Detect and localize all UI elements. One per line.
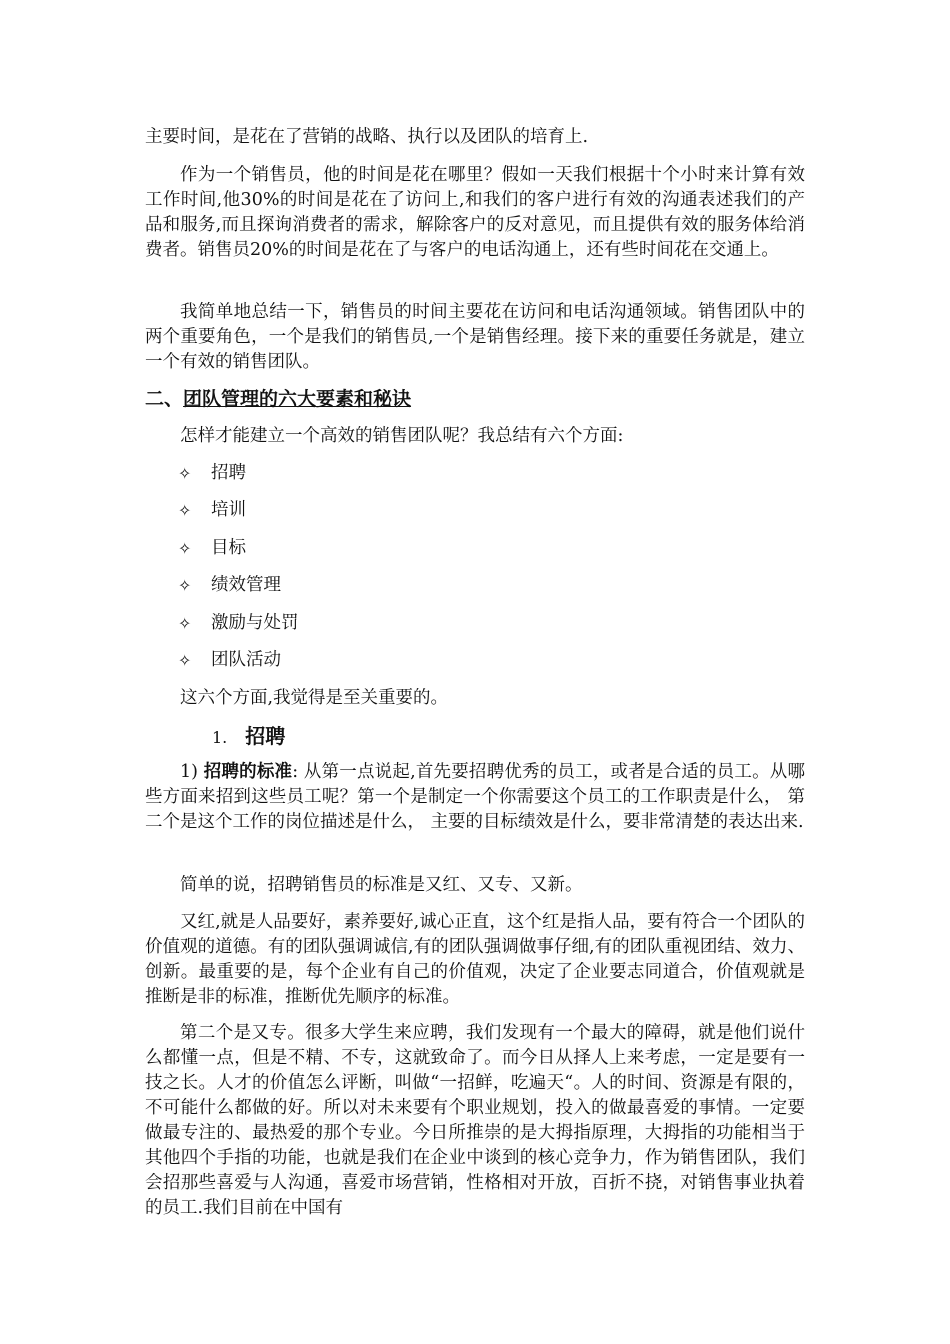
paragraph-5: 简单的说，招聘销售员的标准是又红、又专、又新。 — [180, 875, 583, 895]
section-heading-prefix: 二、 — [145, 388, 184, 410]
list-item — [178, 611, 299, 648]
section-heading-title: 团队管理的六大要素和秘诀 — [183, 388, 412, 410]
subsection-title: 招聘 — [245, 724, 286, 748]
paragraph-4-body: : 从第一点说起,首先要招聘优秀的员工，或者是合适的员工。从哪些方面来招到这些员工呢？第一个是制定一个你需要这个员工的工作职责是什么， 第二个是这个工作的岗位描述是什么， 主要的目标绩效是什么，要非常清楚的表达出来. — [145, 762, 805, 832]
diamond-star-icon: ✧ — [178, 464, 192, 483]
section-heading-2 — [145, 385, 411, 413]
list-item-label: 培训 — [211, 500, 246, 521]
list-item — [178, 573, 299, 610]
closing-line: 这六个方面,我觉得是至关重要的。 — [180, 688, 449, 708]
list-item — [178, 648, 299, 685]
list-item-label: 绩效管理 — [211, 575, 281, 596]
diamond-star-icon: ✧ — [178, 576, 192, 596]
subsection-heading — [212, 722, 285, 752]
bold-term: 招聘的标准 — [203, 762, 293, 782]
diamond-star-icon: ✧ — [178, 501, 192, 521]
paragraph-2: 作为一个销售员，他的时间是花在哪里？假如一天我们根据十个小时来计算有效工作时间,他30%的时间是花在了访问上,和我们的客户进行有效的沟通表述我们的产品和服务,而且探询消费者的需求，解除客户的反对意见，而且提供有效的服务体给消费者。销售员20%的时间是花在了与客户的电话沟通上，还有些时间花在交通上。 — [145, 165, 805, 260]
paragraph-3: 我简单地总结一下，销售员的时间主要花在访问和电话沟通领域。销售团队中的两个重要角色，一个是我们的销售员,一个是销售经理。接下来的重要任务就是，建立一个有效的销售团队。 — [145, 302, 805, 372]
diamond-star-icon: ✧ — [178, 650, 192, 670]
list-item-label: 团队活动 — [211, 649, 281, 670]
subsection-number: 1. — [212, 728, 228, 747]
diamond-star-icon: ✧ — [178, 613, 192, 633]
list-item-label: 激励与处罚 — [211, 612, 299, 633]
list-item — [178, 498, 299, 535]
paragraph-4 — [145, 760, 805, 835]
bullet-list — [178, 461, 299, 685]
list-item-label: 目标 — [211, 537, 246, 558]
list-item-label: 招聘 — [211, 463, 246, 483]
paragraph-1: 主要时间，是花在了营销的战略、执行以及团队的培育上. — [145, 127, 589, 147]
list-item — [178, 461, 299, 498]
paragraph-6: 又红,就是人品要好，素养要好,诚心正直，这个红是指人品，要有符合一个团队的价值观的道德。有的团队强调诚信,有的团队强调做事仔细,有的团队重视团结、效力、创新。最重要的是，每个企业有自己的价值观，决定了企业要志同道合，价值观就是推断是非的标准，推断优先顺序的标准。 — [145, 912, 805, 1007]
item-number: 1) — [180, 762, 198, 782]
list-item — [178, 536, 299, 573]
diamond-star-icon: ✧ — [178, 538, 192, 558]
paragraph-7: 第二个是又专。很多大学生来应聘，我们发现有一个最大的障碍，就是他们说什么都懂一点，但是不精、不专，这就致命了。而今日从择人上来考虑，一定是要有一技之长。人才的价值怎么评断，叫做“一招鲜，吃遍天“。人的时间、资源是有限的，不可能什么都做的好。所以对未来要有个职业规划，投入的做最喜爱的事情。一定要做最专注的、最热爱的那个专业。今日所推崇的是大拇指原理，大拇指的功能相当于其他四个手指的功能，也就是我们在企业中谈到的核心竞争力，作为销售团队，我们会招那些喜爱与人沟通，喜爱市场营销，性格相对开放，百折不挠，对销售事业执着的员工.我们目前在中国有 — [145, 1023, 805, 1218]
intro-line: 怎样才能建立一个高效的销售团队呢？我总结有六个方面: — [180, 426, 624, 446]
